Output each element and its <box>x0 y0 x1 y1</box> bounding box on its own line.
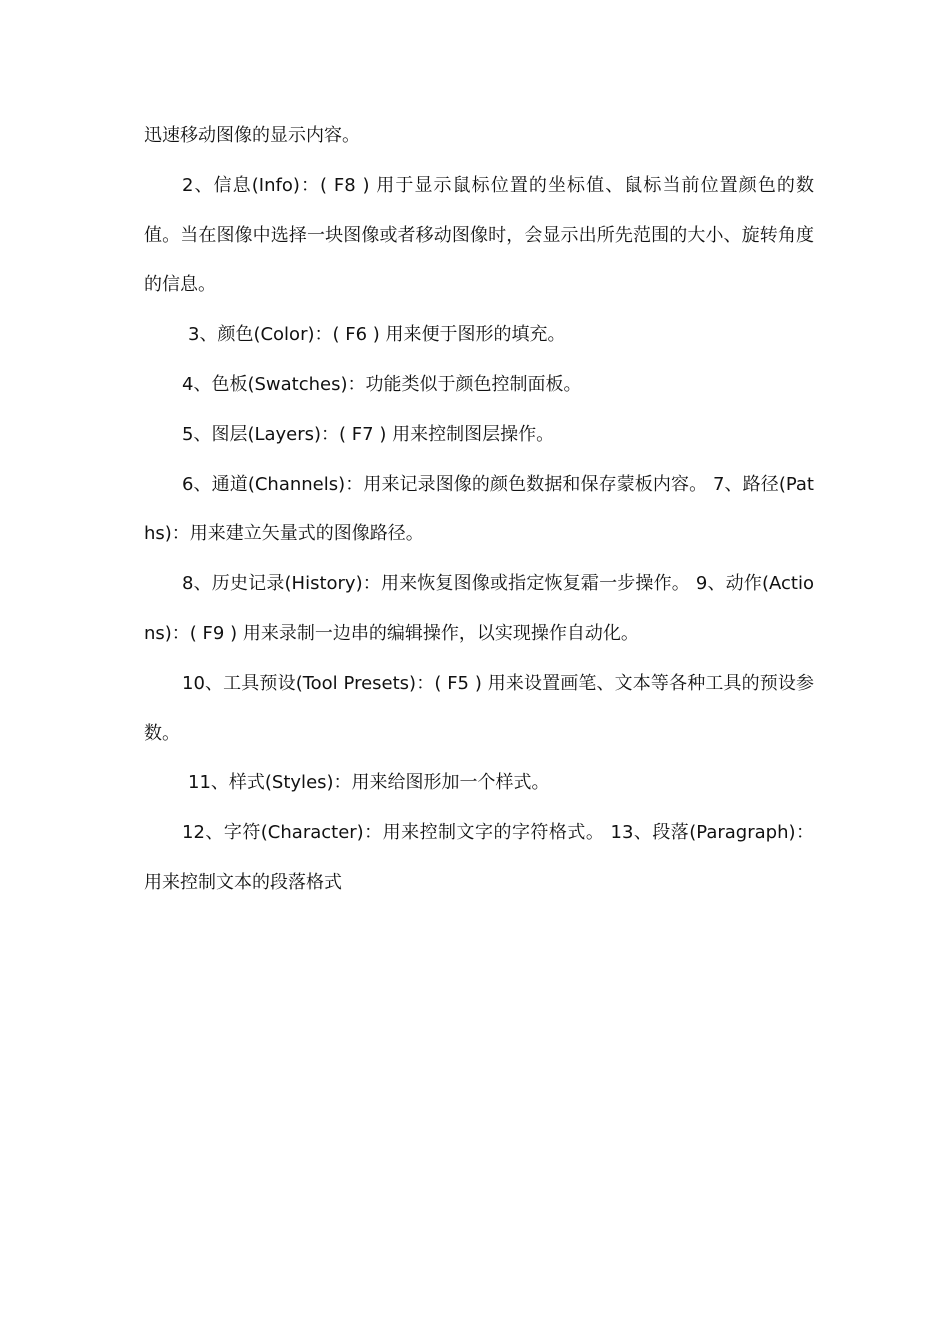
paragraph-history-actions-panel: 8、历史记录(History)：用来恢复图像或指定恢复霜一步操作。 9、动作(Actions)：( F9 ) 用来录制一边串的编辑操作，以实现操作自动化。 <box>144 573 814 644</box>
document-body <box>144 111 814 908</box>
paragraph-swatches-panel: 4、色板(Swatches)：功能类似于颜色控制面板。 <box>182 373 582 395</box>
paragraph-layers-panel: 5、图层(Layers)：( F7 ) 用来控制图层操作。 <box>182 423 555 445</box>
paragraph-color-panel: 3、颜色(Color)：( F6 ) 用来便于图形的填充。 <box>188 324 566 346</box>
paragraph-character-paragraph-panel: 12、字符(Character)：用来控制文字的字符格式。 13、段落(Paragraph)：用来控制文本的段落格式 <box>144 822 814 893</box>
paragraph-tool-presets-panel: 10、工具预设(Tool Presets)：( F5 ) 用来设置画笔、文本等各种工具的预设参数。 <box>144 672 814 744</box>
paragraph-info-panel: 2、信息(Info)：( F8 ) 用于显示鼠标位置的坐标值、鼠标当前位置颜色的数值。当在图像中选择一块图像或者移动图像时，会显示出所先范围的大小、旋转角度的信息。 <box>144 174 814 296</box>
paragraph-continuation: 迅速移动图像的显示内容。 <box>144 125 360 146</box>
paragraph-styles-panel: 11、样式(Styles)：用来给图形加一个样式。 <box>188 772 550 794</box>
paragraph-channels-paths-panel: 6、通道(Channels)：用来记录图像的颜色数据和保存蒙板内容。 7、路径(Paths)：用来建立矢量式的图像路径。 <box>144 473 814 545</box>
